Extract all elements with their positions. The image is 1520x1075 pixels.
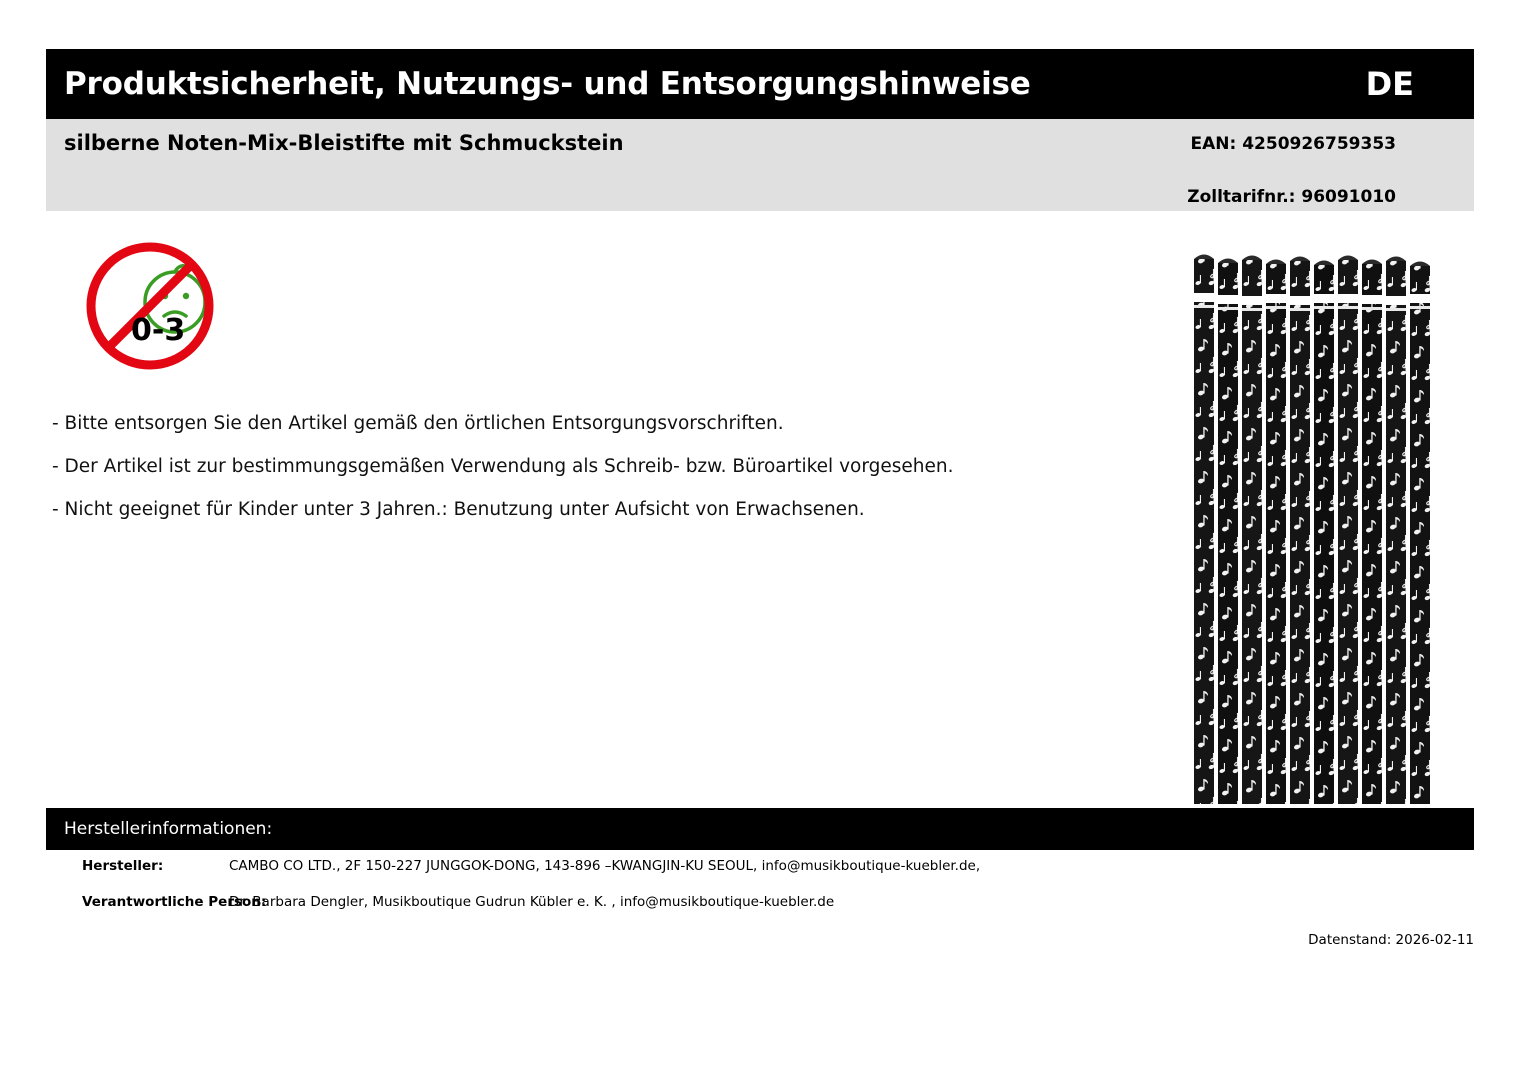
usage-note: - Der Artikel ist zur bestimmungsgemäßen Verwendung als Schreib- bzw. Büroartikel vorgesehen. [52,455,954,477]
product-name: silberne Noten-Mix-Bleistifte mit Schmuckstein [64,131,624,155]
not-suitable-under-3-icon [84,240,226,382]
tariff-number: Zolltarifnr.: 96091010 [1187,187,1396,207]
age-range-label: 0-3 [131,313,186,348]
manufacturer-value: CAMBO CO LTD., 2F 150-227 JUNGGOK-DONG, 143-896 –KWANGJIN-KU SEOUL, info@musikboutique-kuebler.de, [229,858,981,874]
usage-note: - Bitte entsorgen Sie den Artikel gemäß den örtlichen Entsorgungsvorschriften. [52,413,784,434]
datestamp: Datenstand: 2026-02-11 [1308,932,1474,948]
manufacturer-details [46,858,1474,930]
product-info-bar [46,119,1474,211]
page-title: Produktsicherheit, Nutzungs- und Entsorgungshinweise [64,66,1031,102]
manufacturer-section-header [46,808,1474,850]
ean-code: EAN: 4250926759353 [1190,134,1396,154]
responsible-person-row [46,894,1474,910]
language-badge: DE [1365,65,1414,103]
usage-notes-list [52,412,1142,541]
manufacturer-row [46,858,1474,874]
manufacturer-label: Hersteller: [82,858,164,874]
responsible-person-value: Dr. Barbara Dengler, Musikboutique Gudrun Kübler e. K. , info@musikboutique-kuebler.de [229,894,835,910]
manufacturer-heading: Herstellerinformationen: [64,819,273,839]
product-photo-music-pencils [1190,247,1438,804]
document-header [46,49,1474,119]
responsible-person-label: Verantwortliche Person: [82,894,267,910]
usage-note: - Nicht geeignet für Kinder unter 3 Jahren.: Benutzung unter Aufsicht von Erwachsenen. [52,498,865,520]
